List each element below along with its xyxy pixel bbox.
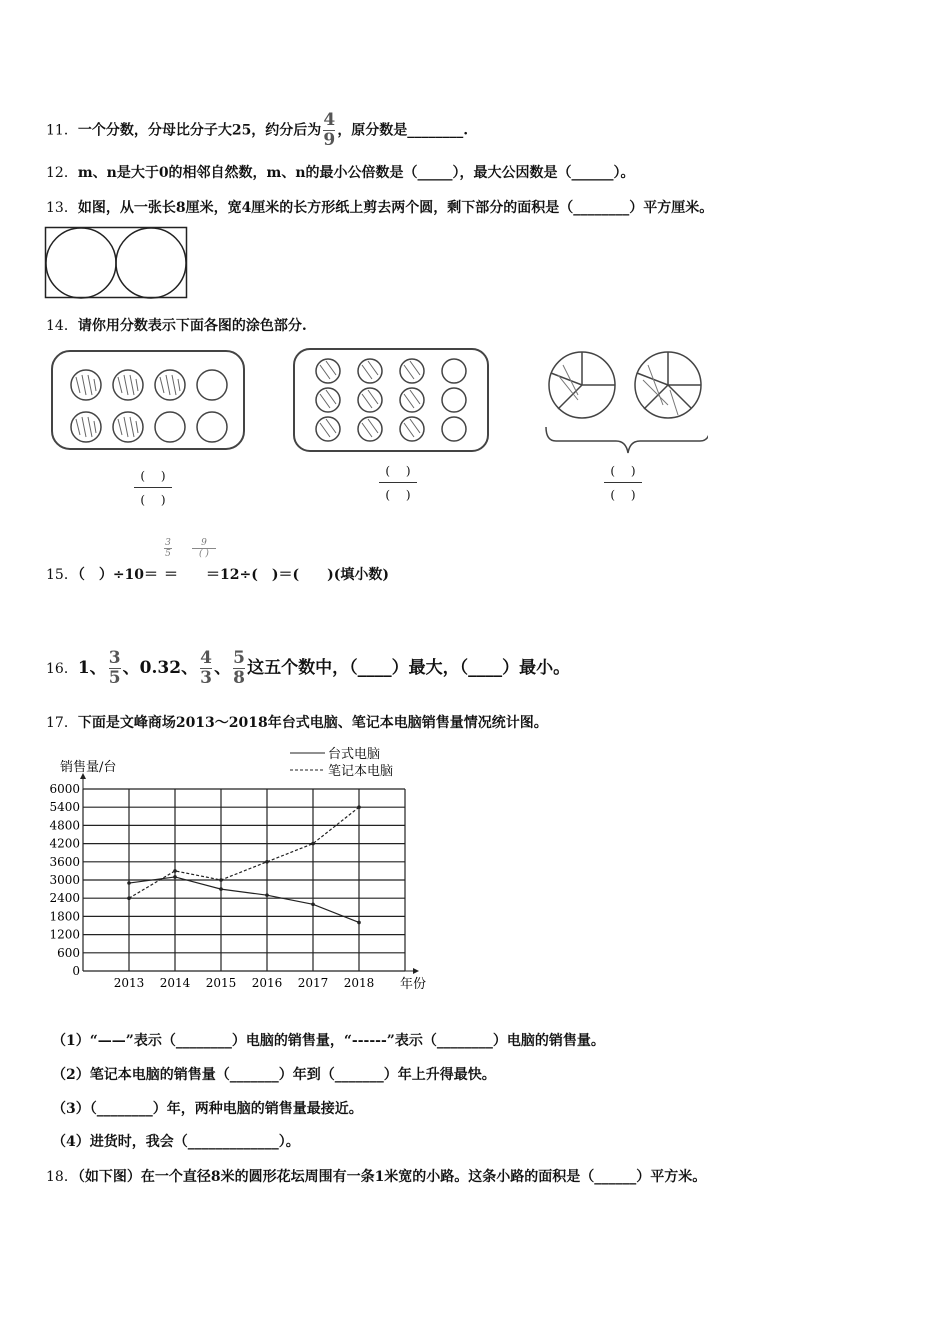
q-text: 1、 — [77, 658, 107, 678]
x-tick-label: 2018 — [343, 976, 375, 990]
data-point — [265, 860, 269, 864]
numerator-blank: ( ) — [385, 464, 411, 478]
data-point — [311, 902, 315, 906]
question-15 — [46, 564, 389, 584]
q-text: （如下图）在一个直径8米的圆形花坛周围有一条1米宽的小路。这条小路的面积是（______）平方米。 — [77, 1169, 707, 1185]
q-text: 下面是文峰商场2013～2018年台式电脑、笔记本电脑销售量情况统计图。 — [77, 715, 548, 731]
fraction-bar — [134, 487, 172, 488]
q-text: ，原分数是________. — [337, 122, 469, 139]
y-tick-label: 2400 — [49, 891, 80, 906]
q-text: 请你用分数表示下面各图的涂色部分. — [77, 318, 307, 334]
x-axis-arrow — [413, 968, 419, 974]
y-tick-label: 0 — [72, 964, 80, 978]
fraction-9-blank — [192, 538, 216, 559]
q-number: 17． — [46, 715, 78, 731]
data-point — [173, 869, 177, 873]
fraction — [109, 650, 121, 687]
question-16 — [46, 650, 570, 687]
rectangle-two-circles-figure — [44, 226, 190, 300]
shaded-figures — [48, 345, 708, 455]
numerator: 9 — [201, 538, 207, 548]
fraction — [233, 650, 245, 687]
numerator: 4 — [323, 110, 336, 130]
x-tick-label: 2014 — [159, 976, 191, 990]
data-point — [357, 805, 361, 809]
question-18 — [46, 1166, 706, 1186]
question-17 — [46, 712, 548, 732]
numerator: 5 — [233, 648, 245, 668]
q-text: m、n是大于0的相邻自然数，m、n的最小公倍数是（_____），最大公因数是（______）。 — [77, 165, 635, 181]
q-text: （ ）÷10＝ — [77, 567, 159, 583]
denominator: 5 — [165, 549, 171, 559]
sales-line-chart — [40, 740, 440, 1000]
fraction-3-5 — [164, 538, 172, 559]
denominator-blank: ( ) — [385, 488, 411, 502]
pie-figures — [546, 352, 708, 453]
x-tick-label: 2017 — [297, 976, 329, 990]
y-tick-label: 1200 — [49, 927, 80, 942]
numerator-blank: ( ) — [140, 469, 166, 483]
q17-sub-2: （2）笔记本电脑的销售量（_______）年到（_______）年上升得最快。 — [52, 1067, 496, 1083]
peaches-figure — [294, 349, 488, 451]
legend-label: 笔记本电脑 — [328, 764, 394, 779]
y-tick-label: 600 — [57, 945, 80, 960]
x-tick-label: 2016 — [251, 976, 283, 990]
y-tick-label: 5400 — [49, 800, 80, 815]
numerator-blank: ( ) — [610, 464, 636, 478]
data-point — [127, 881, 131, 885]
y-tick-label: 3600 — [49, 854, 80, 869]
legend-label: 台式电脑 — [328, 747, 381, 762]
q-text: 、0.32、 — [122, 658, 199, 678]
series-line-1 — [129, 807, 359, 898]
data-point — [127, 896, 131, 900]
denominator: 3 — [200, 668, 212, 688]
denominator: 5 — [108, 668, 121, 688]
y-axis-label: 销售量/台 — [60, 760, 117, 775]
q-number: 18． — [46, 1169, 78, 1185]
numerator: 3 — [165, 538, 171, 548]
y-tick-label: 4800 — [49, 818, 80, 833]
denominator: 8 — [233, 668, 245, 688]
q-text: 、 — [214, 658, 232, 678]
fraction-bar — [604, 482, 642, 483]
x-tick-label: 2015 — [205, 976, 237, 990]
y-tick-label: 4200 — [49, 836, 80, 851]
q-number: 15． — [46, 567, 78, 583]
q-number: 12． — [46, 165, 78, 181]
denominator: 9 — [323, 130, 336, 150]
series-line-0 — [129, 877, 359, 923]
data-point — [219, 878, 223, 882]
fraction-answer-2[interactable] — [373, 462, 423, 503]
fraction-bar — [379, 482, 417, 483]
fraction-answer-1[interactable] — [128, 467, 178, 508]
q-text: ＝ — [164, 567, 179, 583]
q-text: ＝12÷( )＝( )(填小数) — [206, 567, 390, 583]
q-number: 16． — [46, 661, 78, 677]
question-11 — [46, 112, 468, 149]
denominator-blank: ( ) — [610, 488, 636, 502]
fraction — [323, 112, 335, 149]
q-text: 这五个数中，（____）最大，（____）最小。 — [247, 658, 571, 678]
data-point — [173, 875, 177, 879]
fraction — [200, 650, 212, 687]
question-14 — [46, 315, 307, 335]
q-text: 如图，从一张长8厘米，宽4厘米的长方形纸上剪去两个圆，剩下部分的面积是（________）平方厘米。 — [77, 200, 714, 216]
q-number: 13． — [46, 200, 78, 216]
data-point — [357, 921, 361, 925]
q17-sub-3: （3）（________）年，两种电脑的销售量最接近。 — [52, 1101, 363, 1117]
x-tick-label: 2013 — [113, 976, 145, 990]
fraction-answer-3[interactable] — [598, 462, 648, 503]
denominator: ( ) — [199, 549, 209, 559]
q17-sub-1: （1）“——”表示（________）电脑的销售量，“------”表示（________）电脑的销售量。 — [52, 1033, 605, 1049]
y-tick-label: 6000 — [49, 782, 80, 796]
q-text: 一个分数，分母比分子大25，约分后为 — [77, 122, 322, 139]
data-point — [265, 893, 269, 897]
data-point — [219, 887, 223, 891]
y-tick-label: 1800 — [49, 909, 80, 924]
apples-figure — [52, 351, 244, 449]
q-number: 11． — [46, 122, 78, 139]
question-13 — [46, 197, 713, 217]
data-point — [311, 842, 315, 846]
q-number: 14． — [46, 318, 78, 334]
q17-sub-4: （4）进货时，我会（_____________）。 — [52, 1134, 300, 1150]
denominator-blank: ( ) — [140, 493, 166, 507]
numerator: 4 — [200, 648, 212, 668]
numerator: 3 — [108, 648, 121, 668]
x-axis-label: 年份 — [400, 977, 427, 992]
question-12 — [46, 162, 635, 182]
y-tick-label: 3000 — [49, 873, 80, 887]
